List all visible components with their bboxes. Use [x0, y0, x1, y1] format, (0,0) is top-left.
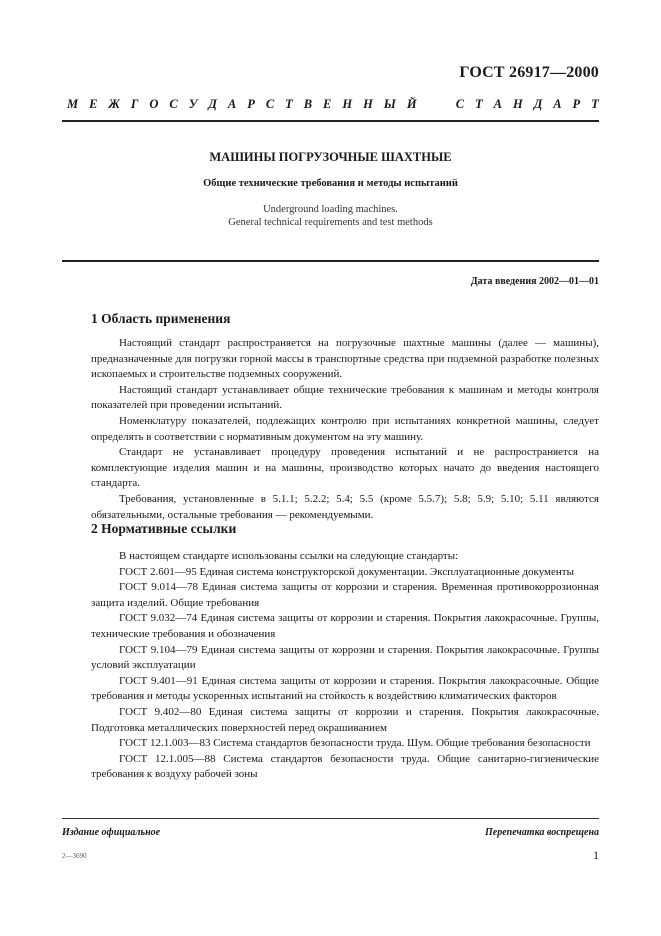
- section-1-heading: 1 Область применения: [91, 311, 231, 326]
- document-subtitle: Общие технические требования и методы испытаний: [203, 178, 458, 189]
- english-title: [62, 203, 599, 229]
- reference-item: В настоящем стандарте использованы ссылки на следующие стандарты:: [119, 550, 459, 562]
- page-number: 1: [593, 848, 599, 862]
- banner-letter: Т: [591, 97, 599, 111]
- banner-letter: Н: [342, 97, 353, 111]
- banner-letter: [442, 97, 445, 112]
- banner-letter: Р: [572, 97, 581, 111]
- section-1-paragraph: Настоящий стандарт распространяется на погрузочные шахтные машины (далее — машины), предназначенные для погрузки горной массы в транспортные средства при подземной разработке полезных ископаемых и строительстве подземных сооружений.: [91, 337, 599, 381]
- title-rule: [62, 260, 599, 262]
- reference-item: ГОСТ 2.601—95 Единая система конструкторской документации. Эксплуатационные документы: [119, 565, 574, 578]
- banner-letter: С: [265, 97, 275, 111]
- section-2-heading: 2 Нормативные ссылки: [91, 521, 237, 536]
- english-title-line-1: Underground loading machines.: [263, 204, 398, 215]
- banner-letter: В: [303, 97, 313, 111]
- banner-letter: Т: [285, 97, 293, 111]
- banner-letter: М: [67, 97, 79, 111]
- banner-letter: Г: [130, 97, 139, 111]
- reference-item: ГОСТ 9.032—74 Единая система защиты от коррозии и старения. Покрытия лакокрасочные. Группы, технические требования и обозначения: [91, 612, 599, 640]
- reference-item: ГОСТ 9.402—80 Единая система защиты от коррозии и старения. Покрытия лакокрасочные. Подготовка металлических поверхностей перед окрашиванием: [91, 705, 599, 734]
- footer-rule: [62, 818, 599, 819]
- reference-item: ГОСТ 9.401—91 Единая система защиты от коррозии и старения. Покрытия лакокрасочные. Общие требования и методы ускоренных испытаний на стойкость к воздействию климатических факторов: [91, 674, 599, 703]
- reference-item: ГОСТ 9.014—78 Единая система защиты от коррозии и старения. Временная противокоррозионная защита изделий. Общие требования: [91, 581, 599, 609]
- interstate-standard-banner: [67, 97, 599, 112]
- banner-letter: [428, 97, 431, 112]
- banner-letter: О: [149, 97, 159, 111]
- standard-code: ГОСТ 26917—2000: [459, 64, 599, 81]
- banner-letter: А: [553, 97, 562, 111]
- reference-item: ГОСТ 9.104—79 Единая система защиты от коррозии и старения. Покрытия лакокрасочные. Группы условий эксплуатации: [91, 643, 599, 672]
- banner-letter: А: [227, 97, 237, 111]
- banner-letter: А: [493, 97, 503, 111]
- banner-letter: Т: [475, 97, 483, 111]
- document-title: МАШИНЫ ПОГРУЗОЧНЫЕ ШАХТНЫЕ: [209, 150, 452, 164]
- banner-letter: Ж: [108, 97, 120, 111]
- banner-letter: Н: [512, 97, 523, 111]
- banner-letter: Е: [323, 97, 332, 111]
- section-1-paragraph: Настоящий стандарт устанавливает общие технические требования к машинам и методы контроля показателей при проведении испытаний.: [91, 383, 599, 412]
- section-2-body: [91, 549, 599, 783]
- banner-letter: Е: [89, 97, 98, 111]
- banner-letter: У: [188, 97, 198, 111]
- banner-letter: Д: [208, 97, 217, 111]
- section-1-body: [91, 336, 599, 523]
- banner-letter: С: [169, 97, 178, 111]
- banner-letter: Й: [406, 97, 417, 111]
- print-mark: 2—3690: [62, 852, 87, 860]
- official-edition-label: Издание официальное: [62, 827, 161, 838]
- english-title-line-2: General technical requirements and test methods: [228, 217, 433, 228]
- section-1-paragraph: Номенклатуру показателей, подлежащих контролю при испытаниях конкретной машины, следует определять в соответствии с нормативным документом на эту машину.: [91, 414, 599, 443]
- reprint-prohibited-label: Перепечатка воспрещена: [485, 827, 599, 838]
- banner-letter: Н: [363, 97, 373, 111]
- reference-item: ГОСТ 12.1.005—88 Система стандартов безопасности труда. Общие санитарно-гигиенические требования к воздуху рабочей зоны: [91, 752, 599, 781]
- section-1-paragraph: Стандарт не устанавливает процедуру проведения испытаний и не распространяется на комплектующие изделия машин и на машины, производство которых начато до введения настоящего стандарта.: [91, 446, 599, 490]
- banner-letter: Р: [247, 97, 255, 111]
- section-1-paragraph: Требования, установленные в 5.1.1; 5.2.2; 5.4; 5.5 (кроме 5.5.7); 5.8; 5.9; 5.10; 5.11 являются обязательными, остальные требования — рекомендуемыми.: [91, 492, 599, 521]
- reference-item: ГОСТ 12.1.003—83 Система стандартов безопасности труда. Шум. Общие требования безопасности: [119, 737, 591, 750]
- banner-letter: С: [455, 97, 465, 111]
- banner-letter: Ы: [383, 97, 396, 111]
- header-rule: [62, 120, 599, 122]
- effective-date: Дата введения 2002—01—01: [470, 276, 599, 287]
- banner-letter: Д: [533, 97, 543, 111]
